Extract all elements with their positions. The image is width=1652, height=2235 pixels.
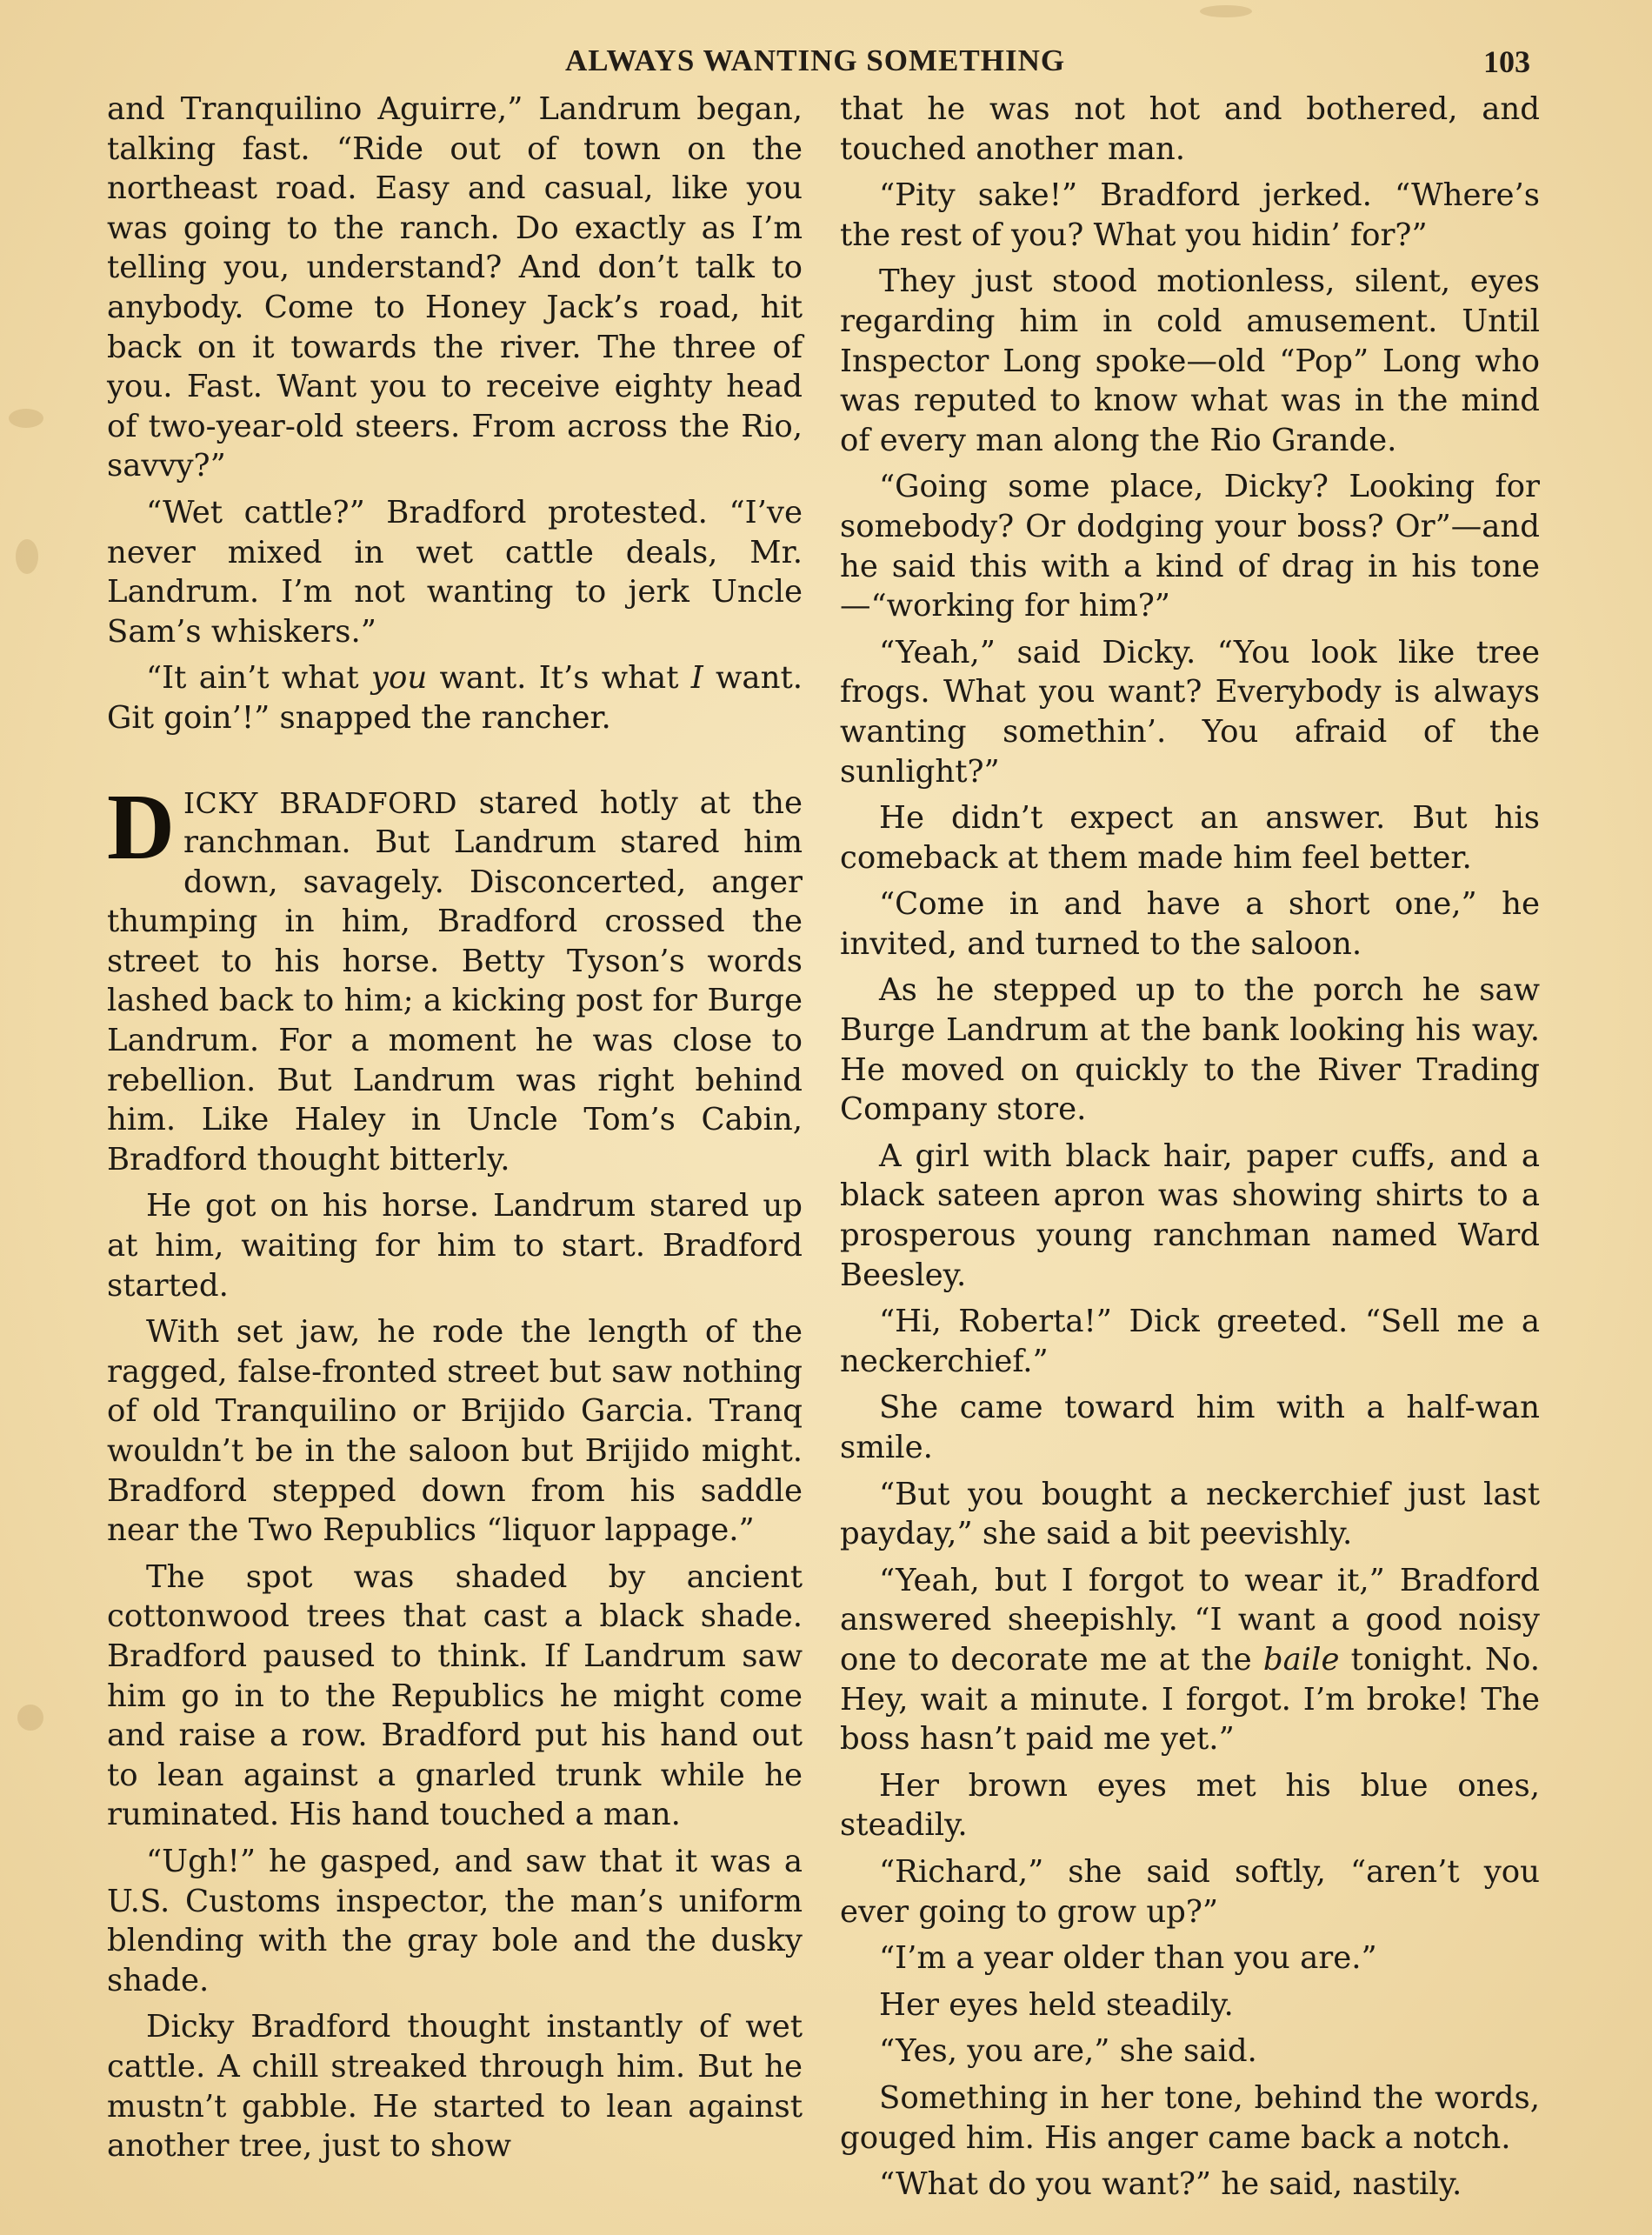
- section-opening-paragraph: [107, 775, 803, 1180]
- paragraph: “Ugh!” he gasped, and saw that it was a U.S. Customs inspector, the man’s uniform blending with the gray bole and the dusky shade.: [107, 1843, 803, 1998]
- paragraph: With set jaw, he rode the length of the ragged, false-fronted street but saw nothing of old Tranquilino or Brijido Garcia. Tranq wouldn’t be in the saloon but Brijido might. Bradford stepped down from his saddle near the Two Republics “liquor lappage.”: [107, 1314, 803, 1549]
- paragraph: He got on his horse. Landrum stared up at him, waiting for him to start. Bradford started.: [107, 1188, 803, 1304]
- paragraph: and Tranquilino Aguirre,” Landrum began, talking fast. “Ride out of town on the northeast road. Easy and casual, like you was going to the ranch. Do exactly as I’m telling you, understand? And don’t talk to anybody. Come to Honey Jack’s road, hit back on it towards the river. The three of you. Fast. Want you to receive eighty head of two-year-old steers. From across the Rio, savvy?”: [107, 91, 803, 484]
- paragraph: He didn’t expect an answer. But his comeback at them made him feel better.: [840, 800, 1540, 876]
- paragraph: “I’m a year older than you are.”: [879, 1940, 1377, 1977]
- text-column-right: [840, 90, 1540, 2212]
- italic-word: baile: [1262, 1641, 1340, 1678]
- paper-stain: [1200, 5, 1252, 17]
- text-run: “Yeah, but I forgot to wear it,” Bradford answered sheepishly. “I want a good noisy one to decorate me at the: [840, 1562, 1540, 1678]
- paragraph: [107, 658, 803, 737]
- text-run: “It ain’t what: [146, 660, 371, 697]
- paragraph: [840, 1561, 1540, 1759]
- paragraph: A girl with black hair, paper cuffs, and a black sateen apron was showing shirts to a prosperous young ranchman named Ward Beesley.: [840, 1138, 1540, 1293]
- paragraph: “Come in and have a short one,” he invited, and turned to the saloon.: [840, 886, 1540, 962]
- text-run: stared hotly at the ranchman. But Landrum stared him down, savagely. Disconcerted, anger thumping in him, Bradford crossed the street to his horse. Betty Tyson’s words lashed back to him; a kicking post for Burge Landrum. For a moment he was close to rebellion. But Landrum was right behind him. Like Haley in Uncle Tom’s Cabin, Bradford thought bitterly.: [107, 784, 803, 1178]
- page-number: 103: [1483, 44, 1530, 79]
- paragraph: “Hi, Roberta!” Dick greeted. “Sell me a neckerchief.”: [840, 1304, 1540, 1379]
- paragraph: “Richard,” she said softly, “aren’t you ever going to grow up?”: [840, 1853, 1540, 1930]
- paragraph: The spot was shaded by ancient cottonwood trees that cast a black shade. Bradford paused to think. If Landrum saw him go in to the Republics he might come and raise a row. Bradford put his hand out to lean against a gnarled trunk while he ruminated. His hand touched a man.: [107, 1558, 803, 1833]
- italic-word: I: [690, 660, 703, 697]
- running-title: ALWAYS WANTING SOMETHING: [565, 43, 1066, 77]
- paragraph: “But you bought a neckerchief just last payday,” she said a bit peevishly.: [840, 1476, 1540, 1552]
- italic-word: you: [370, 660, 428, 697]
- paragraph: Something in her tone, behind the words, gouged him. His anger came back a notch.: [840, 2079, 1540, 2156]
- text-run: want. It’s what: [427, 660, 691, 697]
- paper-stain: [16, 539, 38, 574]
- paragraph: Dicky Bradford thought instantly of wet cattle. A chill streaked through him. But he mustn’t gabble. He started to lean against another tree, just to show: [107, 2009, 803, 2165]
- text-run: want. Git goin’!” snapped the rancher.: [107, 660, 803, 736]
- paragraph: As he stepped up to the porch he saw Burge Landrum at the bank looking his way. He moved on quickly to the River Trading Company store.: [840, 972, 1540, 1128]
- paragraph: “Wet cattle?” Bradford protested. “I’ve never mixed in wet cattle deals, Mr. Landrum. I’m not wanting to jerk Uncle Sam’s whiskers.”: [107, 494, 803, 650]
- text-run: tonight. No. Hey, wait a minute. I forgot. I’m broke! The boss hasn’t paid me yet.”: [840, 1641, 1540, 1758]
- small-caps-lead: ICKY BRADFORD: [183, 785, 457, 820]
- paragraph: They just stood motionless, silent, eyes regarding him in cold amusement. Until Inspector Long spoke—old “Pop” Long who was reputed to know what was in the mind of every man along the Rio Grande.: [840, 264, 1540, 458]
- paragraph: She came toward him with a half-wan smile.: [840, 1390, 1540, 1465]
- paper-stain: [17, 1705, 43, 1731]
- paper-stain: [9, 409, 43, 428]
- paragraph: “Yeah,” said Dicky. “You look like tree frogs. What you want? Everybody is always wanting somethin’. You afraid of the sunlight?”: [840, 634, 1540, 790]
- paragraph: “Going some place, Dicky? Looking for somebody? Or dodging your boss? Or”—and he said this with a kind of drag in his tone—“working for him?”: [840, 469, 1540, 624]
- paragraph: “What do you want?” he said, nastily.: [879, 2166, 1462, 2203]
- drop-cap: D: [107, 775, 175, 879]
- text-column-left: [107, 90, 803, 2173]
- paragraph: Her eyes held steadily.: [879, 1986, 1234, 2023]
- paragraph: Her brown eyes met his blue ones, steadily.: [840, 1767, 1540, 1844]
- paragraph: that he was not hot and bothered, and touched another man.: [840, 91, 1540, 167]
- paragraph: “Yes, you are,” she said.: [879, 2033, 1257, 2070]
- paragraph: “Pity sake!” Bradford jerked. “Where’s the rest of you? What you hidin’ for?”: [840, 177, 1540, 253]
